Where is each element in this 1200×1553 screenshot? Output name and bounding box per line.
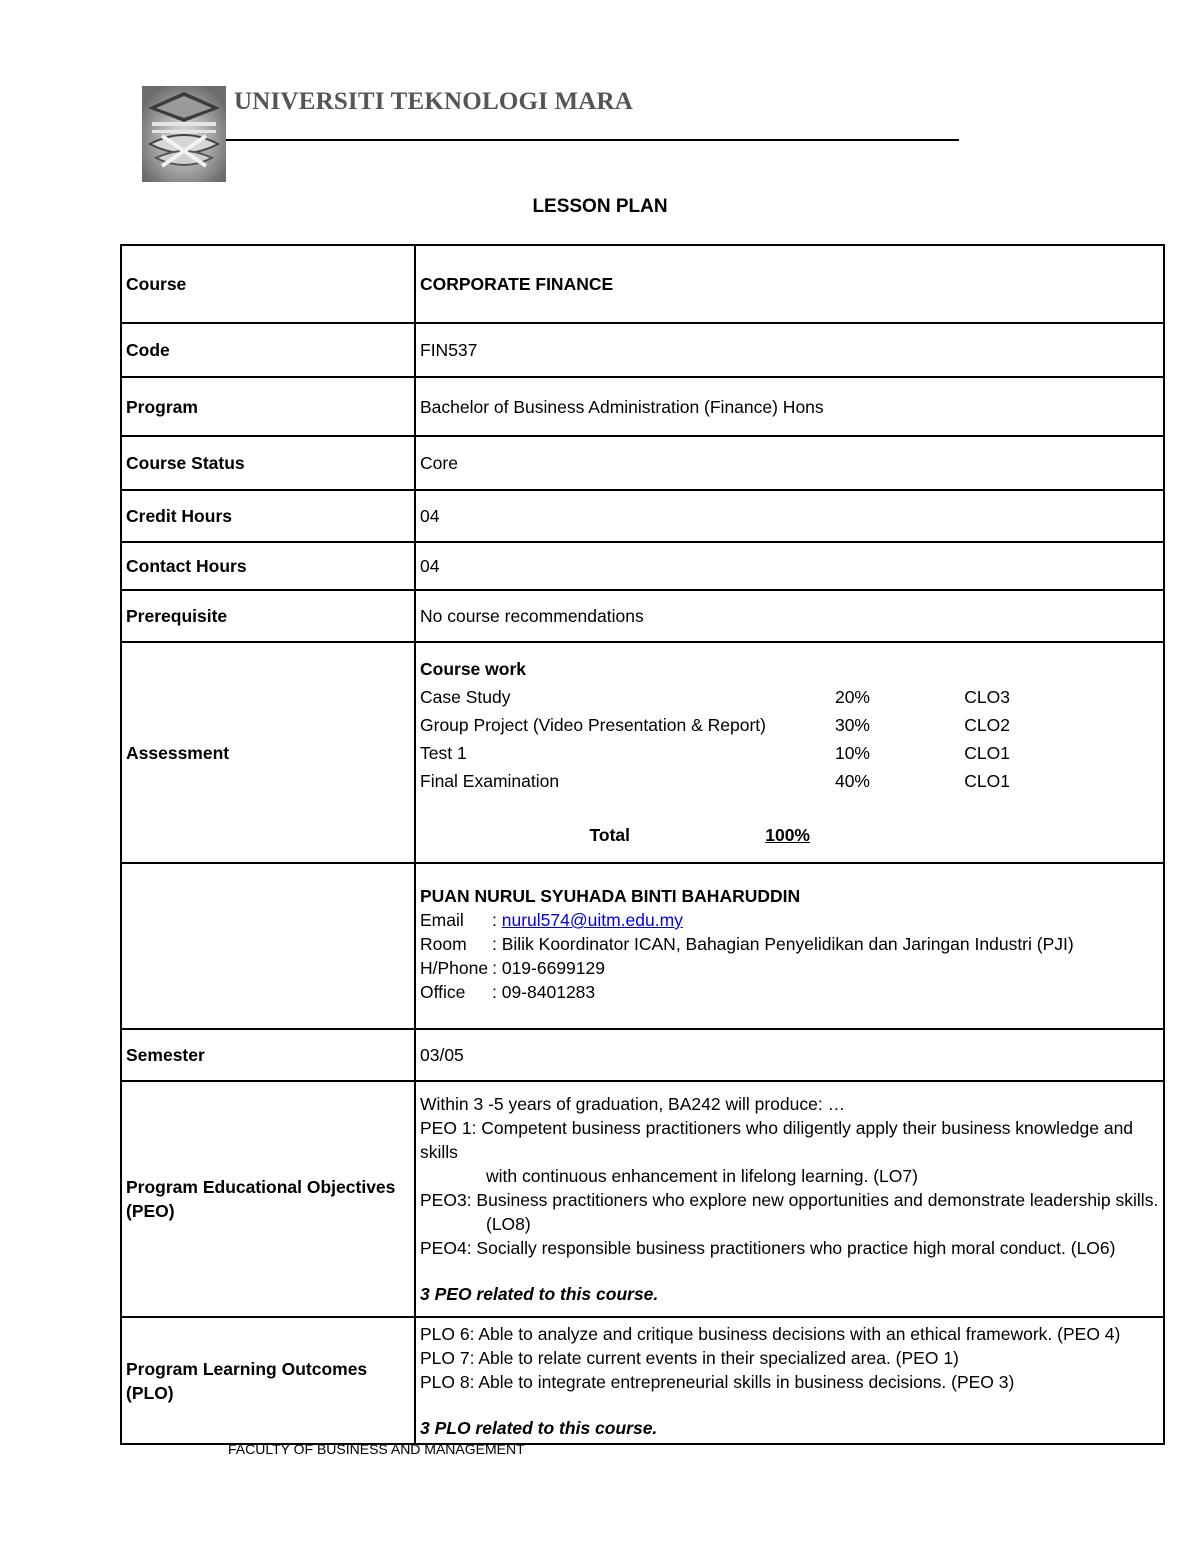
table-row	[121, 377, 1164, 436]
room-value: : Bilik Koordinator ICAN, Bahagian Penyelidikan dan Jaringan Industri (PJI)	[492, 934, 1074, 954]
peo-1: PEO 1: Competent business practitioners who diligently apply their business knowledge and skills	[420, 1118, 1134, 1162]
assessment-item-clo: CLO1	[964, 742, 1010, 763]
assessment-item-percent: 10%	[834, 742, 870, 763]
email-key: Email	[420, 910, 464, 930]
peo-3: PEO3: Business practitioners who explore new opportunities and demonstrate leadership skills.	[420, 1190, 1159, 1210]
office-key: Office	[420, 982, 466, 1002]
office-line	[420, 980, 1159, 1004]
assessment-item-name: Group Project (Video Presentation & Report)	[420, 714, 766, 735]
credit-hours-value: 04	[415, 490, 1164, 542]
semester-value: 03/05	[415, 1029, 1164, 1081]
phone-value: : 019-6699129	[492, 958, 605, 978]
assessment-item-percent: 20%	[834, 686, 870, 707]
course-value: CORPORATE FINANCE	[415, 245, 1164, 323]
peo-label: Program Educational Objectives (PEO)	[121, 1081, 415, 1317]
coursework-heading: Course work	[420, 658, 526, 679]
table-row	[121, 490, 1164, 542]
table-row	[121, 542, 1164, 590]
semester-label: Semester	[121, 1029, 415, 1081]
phone-key: H/Phone	[420, 958, 489, 978]
header-divider	[226, 139, 959, 141]
phone-line	[420, 956, 1159, 980]
plo-6: PLO 6: Able to analyze and critique business decisions with an ethical framework. (PEO 4)	[420, 1323, 1121, 1344]
assessment-item-clo: CLO2	[964, 714, 1010, 735]
table-row	[121, 1317, 1164, 1444]
email-line	[420, 908, 1159, 932]
room-key: Room	[420, 934, 467, 954]
peo-intro: Within 3 -5 years of graduation, BA242 will produce: …	[420, 1094, 846, 1114]
assessment-item-percent: 30%	[834, 714, 870, 735]
table-row	[121, 323, 1164, 377]
contact-hours-value: 04	[415, 542, 1164, 590]
plo-7: PLO 7: Able to relate current events in their specialized area. (PEO 1)	[420, 1347, 959, 1368]
peo-1-cont: with continuous enhancement in lifelong learning. (LO7)	[486, 1166, 918, 1186]
document-header	[142, 86, 962, 186]
course-status-label: Course Status	[121, 436, 415, 490]
course-label: Course	[121, 245, 415, 323]
course-status-value: Core	[415, 436, 1164, 490]
room-line	[420, 932, 1159, 956]
prerequisite-label: Prerequisite	[121, 590, 415, 642]
program-value: Bachelor of Business Administration (Finance) Hons	[415, 377, 1164, 436]
lesson-plan-table	[120, 244, 1165, 1445]
code-label: Code	[121, 323, 415, 377]
peo-note: 3 PEO related to this course.	[420, 1284, 659, 1304]
email-colon: :	[492, 910, 502, 930]
plo-8: PLO 8: Able to integrate entrepreneurial skills in business decisions. (PEO 3)	[420, 1371, 1015, 1392]
assessment-list	[420, 683, 1159, 795]
plo-value	[415, 1317, 1164, 1444]
table-row	[121, 436, 1164, 490]
lecturer-label	[121, 863, 415, 1029]
prerequisite-value: No course recommendations	[415, 590, 1164, 642]
assessment-item-clo: CLO3	[964, 686, 1010, 707]
page-title: LESSON PLAN	[532, 196, 668, 217]
assessment-label: Assessment	[121, 642, 415, 863]
assessment-item-name: Case Study	[420, 686, 511, 707]
peo-value	[415, 1081, 1164, 1317]
assessment-item-percent: 40%	[834, 770, 870, 791]
university-name: UNIVERSITI TEKNOLOGI MARA	[234, 88, 634, 115]
table-row	[121, 245, 1164, 323]
assessment-total	[420, 823, 1159, 847]
office-value: : 09-8401283	[492, 982, 596, 1002]
email-link[interactable]: nurul574@uitm.edu.my	[501, 910, 683, 930]
lecturer-info	[415, 863, 1164, 1029]
table-row	[121, 642, 1164, 863]
plo-note: 3 PLO related to this course.	[420, 1417, 658, 1438]
code-value: FIN537	[415, 323, 1164, 377]
contact-hours-label: Contact Hours	[121, 542, 415, 590]
total-value: 100%	[765, 824, 810, 845]
uitm-logo-icon	[142, 86, 226, 182]
plo-label: Program Learning Outcomes (PLO)	[121, 1317, 415, 1444]
peo-4: PEO4: Socially responsible business practitioners who practice high moral conduct. (LO6)	[420, 1238, 1116, 1258]
assessment-value	[415, 642, 1164, 863]
credit-hours-label: Credit Hours	[121, 490, 415, 542]
page-footer: FACULTY OF BUSINESS AND MANAGEMENT	[228, 1441, 525, 1457]
table-row	[121, 590, 1164, 642]
table-row	[121, 1029, 1164, 1081]
assessment-item-clo: CLO1	[964, 770, 1010, 791]
assessment-item-name: Final Examination	[420, 770, 560, 791]
peo-3-cont: (LO8)	[486, 1214, 531, 1234]
table-row	[121, 863, 1164, 1029]
program-label: Program	[121, 377, 415, 436]
lecturer-name: PUAN NURUL SYUHADA BINTI BAHARUDDIN	[420, 886, 801, 906]
table-row	[121, 1081, 1164, 1317]
total-label: Total	[589, 824, 630, 845]
assessment-item-name: Test 1	[420, 742, 467, 763]
